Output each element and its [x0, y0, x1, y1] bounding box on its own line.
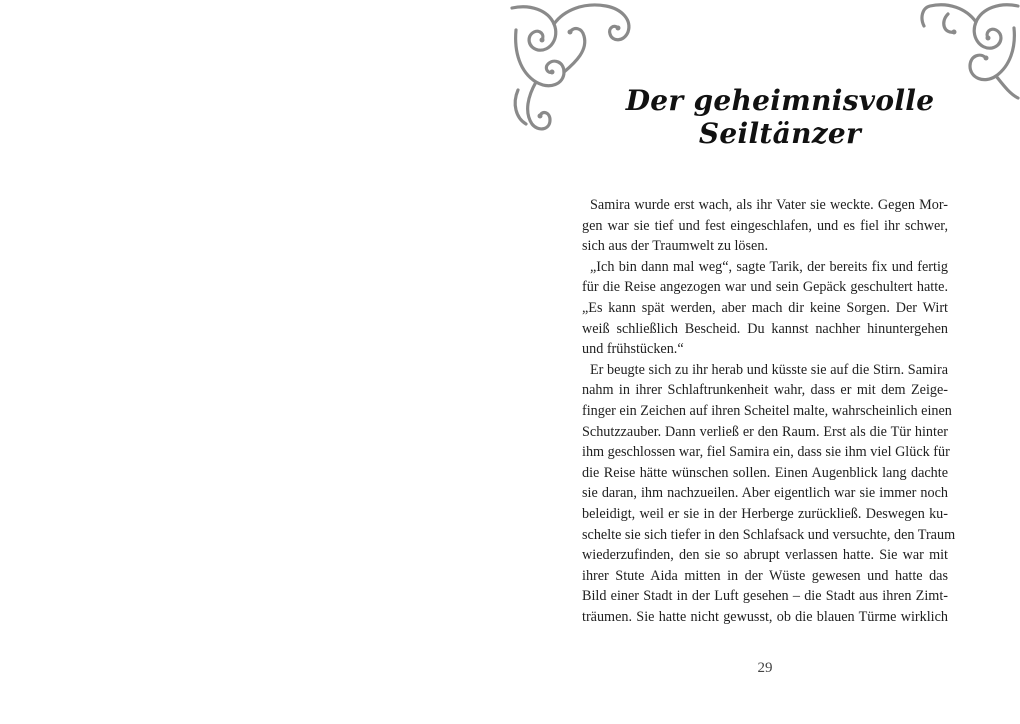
paragraph: [582, 360, 956, 628]
paragraph: [582, 195, 948, 257]
text-line: schelte sie sich tiefer in den Schlafsack und versuchte, den Traum: [582, 526, 956, 543]
text-line: wiederzufinden, den sie so abrupt verlassen hatte. Sie war mit: [582, 547, 948, 564]
body-text: [582, 195, 956, 627]
text-line: die Reise hätte wünschen sollen. Einen Augenblick lang dachte: [582, 464, 948, 481]
text-line: nahm in ihrer Schlaftrunkenheit wahr, dass er mit dem Zeige-: [582, 382, 948, 399]
text-line: sie daran, ihm nachzueilen. Aber eigentlich war sie immer noch: [582, 485, 948, 502]
text-line: und frühstücken.“: [582, 341, 684, 358]
chapter-title-line: Der geheimnisvolle: [625, 84, 935, 117]
text-line: ihm geschlossen war, fiel Samira ein, dass sie ihm viel Glück für: [582, 444, 950, 461]
text-line: beleidigt, weil er sie in der Herberge zurückließ. Deswegen ku-: [582, 505, 948, 522]
text-line: sich aus der Traumwelt zu lösen.: [582, 238, 768, 255]
text-line: weiß schließlich Bescheid. Du kannst nachher hinuntergehen: [582, 320, 948, 337]
text-line: finger ein Zeichen auf ihren Scheitel malte, wahrscheinlich einen: [582, 402, 952, 419]
text-line: „Es kann spät werden, aber mach dir keine Sorgen. Der Wirt: [582, 299, 948, 316]
right-page: [510, 0, 1020, 724]
text-line: „Ich bin dann mal weg“, sagte Tarik, der bereits fix und fertig: [590, 258, 948, 275]
paragraph: [582, 257, 948, 360]
chapter-title-line: Seiltänzer: [698, 117, 862, 150]
text-line: Er beugte sich zu ihr herab und küsste sie auf die Stirn. Samira: [590, 361, 948, 378]
text-line: Schutzzauber. Dann verließ er den Raum. Erst als die Tür hinter: [582, 423, 948, 440]
text-line: gen war sie tief und fest eingeschlafen, und es fiel ihr schwer,: [582, 217, 948, 234]
text-line: ihrer Stute Aida mitten in der Wüste gewesen und hatte das: [582, 567, 948, 584]
text-line: Samira wurde erst wach, als ihr Vater sie weckte. Gegen Mor-: [590, 197, 948, 213]
chapter-title: [580, 84, 980, 150]
text-line: für die Reise angezogen war und sein Gepäck geschultert hatte.: [582, 279, 948, 296]
text-line: Bild einer Stadt in der Luft gesehen – die Stadt aus ihren Zimt-: [582, 588, 948, 605]
page-number: 29: [757, 660, 773, 676]
text-line: träumen. Sie hatte nicht gewusst, ob die blauen Türme wirklich: [582, 608, 948, 625]
